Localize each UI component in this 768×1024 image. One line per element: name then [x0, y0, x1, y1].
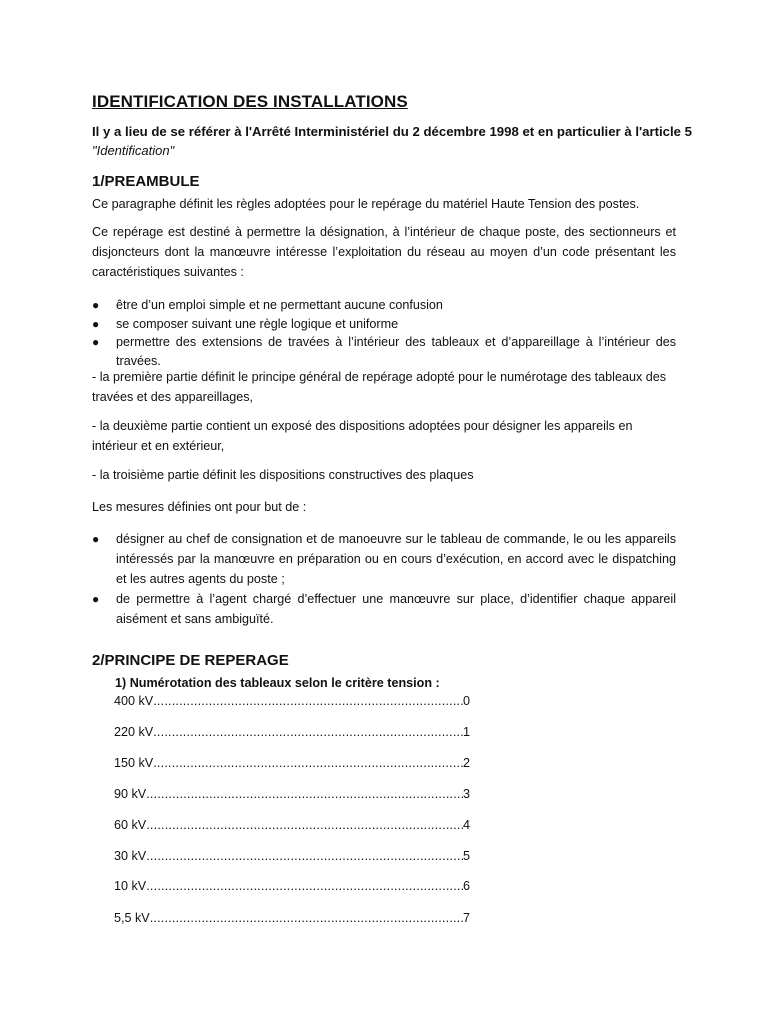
list-item-text: permettre des extensions de travées à l’intérieur des tableaux et d’appareillage à l’intérieur des travées. [116, 335, 676, 368]
tension-row-5-5 [114, 910, 470, 926]
tension-label: 150 kV [114, 756, 154, 770]
list-item [92, 529, 676, 589]
bullet-icon: ● [92, 298, 100, 312]
tension-label: 10 kV [114, 879, 147, 893]
intro-reference: Il y a lieu de se référer à l'Arrêté Interministériel du 2 décembre 1998 et en particulier à l'article 5 [92, 124, 692, 139]
tension-code: 3 [462, 787, 470, 801]
tension-row-400 [114, 693, 470, 709]
tension-label: 30 kV [114, 849, 147, 863]
dot-leader [153, 755, 463, 771]
dot-leader [153, 724, 463, 740]
tension-row-220 [114, 724, 470, 740]
section-heading-principe: 2/PRINCIPE DE REPERAGE [92, 652, 289, 669]
part-3-description: - la troisième partie définit les dispositions constructives des plaques [92, 468, 474, 482]
list-item-text: désigner au chef de consignation et de manoeuvre sur le tableau de commande, le ou les appareils intéressés par la manœuvre en préparation ou en cours d’exécution, en accord avec le dispatching et les autres agents du poste ; [116, 532, 676, 586]
characteristics-list [92, 296, 676, 370]
part-2-description: - la deuxième partie contient un exposé des dispositions adoptées pour désigner les appareils en intérieur et en extérieur, [92, 419, 633, 453]
tension-code: 1 [462, 725, 470, 739]
tension-label: 400 kV [114, 694, 154, 708]
tension-row-90 [114, 786, 470, 802]
list-item [92, 315, 676, 334]
tension-code: 6 [462, 879, 470, 893]
tension-label: 60 kV [114, 818, 147, 832]
tension-code: 7 [462, 911, 470, 925]
part-1-description: - la première partie définit le principe général de repérage adopté pour le numérotage des tableaux des travées et des appareillages, [92, 370, 667, 404]
bullet-icon: ● [92, 335, 100, 349]
dot-leader [146, 786, 463, 802]
document-title: IDENTIFICATION DES INSTALLATIONS [92, 92, 408, 111]
tension-row-30 [114, 848, 470, 864]
mesures-list [92, 529, 676, 629]
list-item-text: de permettre à l’agent chargé d’effectuer une manœuvre sur place, d’identifier chaque appareil aisément et sans ambiguïté. [116, 592, 676, 626]
mesures-intro: Les mesures définies ont pour but de : [92, 500, 307, 514]
list-item-text: être d’un emploi simple et ne permettant aucune confusion [116, 298, 443, 312]
tension-label: 90 kV [114, 787, 147, 801]
list-item [92, 296, 676, 315]
tension-code: 4 [462, 818, 470, 832]
dot-leader [146, 878, 463, 894]
dot-leader [153, 693, 463, 709]
numerotation-heading: 1) Numérotation des tableaux selon le critère tension : [115, 676, 440, 690]
tension-row-60 [114, 817, 470, 833]
tension-code: 0 [462, 694, 470, 708]
section-heading-preambule: 1/PREAMBULE [92, 173, 200, 190]
list-item [92, 333, 676, 370]
tension-row-10 [114, 878, 470, 894]
tension-label: 220 kV [114, 725, 154, 739]
list-item [92, 589, 676, 629]
tension-code: 5 [462, 849, 470, 863]
dot-leader [146, 817, 463, 833]
bullet-icon: ● [92, 532, 100, 546]
list-item-text: se composer suivant une règle logique et uniforme [116, 316, 399, 331]
preambule-paragraph-1: Ce paragraphe définit les règles adoptées pour le repérage du matériel Haute Tension des postes. [92, 197, 640, 211]
bullet-icon: ● [92, 316, 100, 331]
bullet-icon: ● [92, 592, 100, 606]
tension-code: 2 [462, 756, 470, 770]
dot-leader [150, 910, 463, 926]
preambule-paragraph-2: Ce repérage est destiné à permettre la désignation, à l’intérieur de chaque poste, des sectionneurs et disjoncteurs dont la manœuvre intéresse l’exploitation du réseau au moyen d’un code présentant les caractéristiques suivantes : [92, 225, 676, 279]
tension-row-150 [114, 755, 470, 771]
dot-leader [146, 848, 463, 864]
tension-label: 5,5 kV [114, 911, 150, 925]
intro-reference-article: "Identification" [92, 143, 175, 158]
